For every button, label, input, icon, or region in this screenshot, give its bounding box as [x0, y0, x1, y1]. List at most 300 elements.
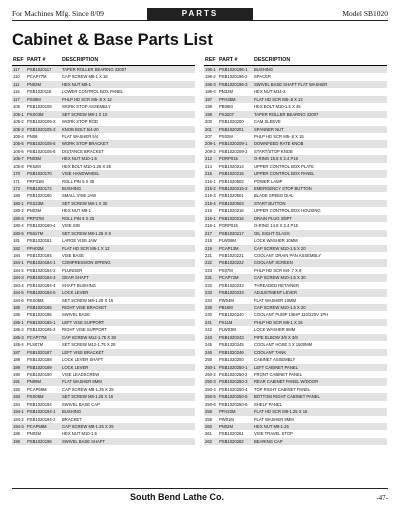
table-row [204, 311, 387, 318]
ref-cell: 194 [13, 401, 20, 407]
ref-cell: 221 [205, 252, 212, 258]
ref-cell: 242 [205, 327, 212, 333]
ref-cell: 105-8 [13, 163, 24, 169]
table-row [204, 178, 387, 185]
ref-cell: 216 [205, 208, 212, 214]
table-row [204, 148, 387, 155]
table-row [204, 297, 387, 304]
part-number-cell: PSB1020105-2 [27, 119, 56, 125]
ref-cell: 184-1 [13, 260, 24, 266]
part-number-cell: PS07M [219, 267, 233, 273]
table-row [12, 111, 195, 118]
description-cell: FLAT HD SCR M5-.8 X 12 [254, 96, 303, 102]
part-number-cell: PSB1020261 [219, 431, 244, 437]
description-cell: SWIVEL BASE SHAFT FLAT WASHER [254, 81, 328, 87]
table-row [204, 378, 387, 385]
ref-cell: 115 [13, 89, 20, 95]
part-number-cell: PSB1020196 [27, 438, 52, 444]
description-cell: CAP SCREW M10-1.5 X 20 [254, 245, 306, 251]
description-cell: UPPER CONTROL BOX PLATE [254, 163, 315, 169]
description-cell: COOLANT TANK [254, 349, 287, 355]
part-number-cell: PSB1020188 [27, 357, 52, 363]
header-model: Model SB1020 [342, 9, 388, 18]
description-cell: O-RING 14.8 X 2.4 P15 [254, 223, 298, 229]
ref-cell: 184 [13, 252, 20, 258]
table-row [204, 326, 387, 333]
table-row [204, 230, 387, 237]
part-number-cell: PSB1020216 [219, 208, 244, 214]
ref-cell: 172 [13, 186, 20, 191]
table-row [12, 334, 195, 341]
part-number-cell: PSB1020503 [219, 200, 244, 206]
description-cell: SPACER [254, 74, 271, 80]
part-number-cell: PS02M [219, 133, 233, 139]
description-cell: SET SCREW M8-1.25 X 8 [62, 230, 111, 236]
description-cell: SET SCREW M8-1.25 X 16 [62, 297, 114, 303]
table-row [204, 81, 387, 88]
ref-cell: 105-6 [13, 148, 24, 154]
ref-cell: 241 [205, 319, 212, 325]
ref-cell: 196-3 [205, 81, 216, 87]
description-cell: FLAT WASHER 8MM [62, 379, 102, 385]
table-row [12, 81, 195, 88]
ref-cell: 196-2 [205, 74, 216, 80]
description-cell: SET SCREW M8-1.25 X 16 [62, 394, 114, 400]
table-row [204, 364, 387, 371]
ref-cell: 216-1 [205, 223, 216, 229]
part-number-cell: PSB1020196-2 [219, 74, 248, 80]
table-row [204, 118, 387, 125]
ref-cell: 171 [13, 178, 20, 184]
ref-cell: 185-4 [13, 342, 24, 348]
part-number-cell: PSB1020250-4 [219, 386, 248, 392]
part-number-cell: PSB1020217 [219, 230, 244, 236]
part-number-cell: PN32M [219, 89, 233, 95]
ref-cell: 197 [205, 96, 212, 102]
description-cell: KNOB BOLT 5/4-20 [62, 126, 99, 132]
table-row [204, 289, 387, 296]
part-number-cell: PW01M [219, 416, 234, 422]
ref-cell: 199 [205, 111, 212, 117]
part-number-cell: PSB1020262 [219, 438, 244, 444]
description-cell: LOWER CONTROL BOX PANEL [62, 89, 124, 95]
part-number-cell: PN02M [27, 81, 41, 87]
description-cell: LARGE VISE JAW [62, 238, 97, 244]
table-row [12, 185, 195, 192]
table-row [204, 386, 387, 393]
table-row [12, 386, 195, 393]
description-cell: CAP SCREW M8-1.25 X 25 [62, 424, 114, 429]
description-cell: HEX NUT M10-1.5 [62, 431, 97, 437]
ref-cell: 233 [205, 290, 212, 296]
table-row [12, 341, 195, 348]
table-row [204, 334, 387, 341]
ref-cell: 180-5 [13, 230, 24, 236]
ref-cell: 105-3 [13, 126, 24, 132]
description-cell: FLAT WASHER 8MM [254, 416, 294, 422]
ref-cell: 190 [13, 371, 20, 377]
description-cell: THREADED RETAINER [254, 282, 300, 288]
part-number-cell: PN06 [27, 133, 38, 139]
description-cell: CABINET ASSEMBLY [254, 357, 296, 363]
description-cell: BOTTOM RIGHT CABINET PANEL [254, 394, 320, 400]
part-number-cell: PSB1020240 [219, 312, 244, 318]
description-cell: TAPER ROLLER BEARING 32007 [254, 111, 319, 117]
part-number-cell: PSB1020184-5 [27, 290, 56, 296]
ref-cell: 187 [13, 349, 20, 355]
description-cell: TAPER ROLLER BEARING 32007 [62, 67, 127, 72]
part-number-cell: PN02M [219, 424, 233, 429]
part-number-cell: PSB1020180-4 [27, 223, 56, 229]
table-row [204, 319, 387, 326]
part-number-cell: PSB1020184-4 [27, 282, 56, 288]
table-row [12, 140, 195, 147]
description-cell: LOCK LEVER SHAFT [62, 357, 104, 363]
ref-cell: 212 [205, 156, 212, 162]
ref-cell: 191 [13, 379, 20, 385]
ref-cell: 215-1 [205, 178, 216, 184]
table-row [12, 170, 195, 177]
table-row [204, 282, 387, 289]
description-cell: WORK STOP BRACKET [62, 141, 109, 147]
description-cell: SHAFT BUSHING [62, 282, 96, 288]
part-number-cell: PN09M [27, 379, 41, 385]
page-number: -47- [376, 494, 388, 502]
table-row [204, 371, 387, 378]
ref-cell: 180 [13, 193, 20, 199]
part-number-cell: PSB1020209-2 [219, 148, 248, 154]
ref-cell: 185 [13, 312, 20, 318]
part-number-cell: PCAP77M [27, 334, 47, 340]
description-cell: COOLANT PUMP 1/8HP 110/220V 1PH [254, 312, 329, 318]
part-number-cell: PSB1020180 [27, 193, 52, 199]
ref-cell: 193 [13, 394, 20, 400]
table-row [204, 259, 387, 266]
table-row [12, 378, 195, 385]
description-cell: DISTANCE BRACKET [62, 148, 104, 154]
parts-table-right [204, 56, 387, 445]
part-number-cell: PSS06M [27, 297, 44, 303]
part-number-cell: PFH22M [219, 409, 236, 415]
table-row [12, 297, 195, 304]
part-number-cell: PSB1020117 [27, 67, 52, 72]
ref-cell: 184-4 [13, 282, 24, 288]
ref-cell: 184-5 [13, 290, 24, 296]
ref-cell: 215-4 [205, 200, 216, 206]
part-number-cell: PSB1020215-2 [219, 186, 248, 191]
ref-cell: 201 [205, 126, 212, 132]
table-row [204, 133, 387, 140]
table-row [204, 103, 387, 110]
description-cell: PHLP HD SCR M5-.8 X 15 [254, 133, 304, 139]
table-row [12, 311, 195, 318]
description-cell: WORK STOP ROD [62, 119, 98, 125]
description-cell: ROLL PIN 6 X 25 [62, 215, 95, 221]
ref-cell: 105-2 [13, 119, 24, 125]
ref-cell: 189 [13, 364, 20, 370]
part-number-cell: PS09M [27, 96, 41, 102]
table-row [204, 252, 387, 259]
part-number-cell: PSB1020196-3 [219, 81, 248, 87]
ref-cell: 234 [205, 297, 212, 303]
description-cell: O-RING 15.8 X 2.4 P16 [254, 156, 298, 162]
ref-cell: 262 [205, 438, 212, 444]
part-number-cell: PSB1020194-2 [27, 416, 56, 422]
table-row [12, 282, 195, 289]
description-cell: LEFT VISE SUPPORT [62, 319, 105, 325]
description-cell: SET SCREW M8-1 X 30 [62, 200, 108, 206]
table-row [204, 393, 387, 400]
description-cell: SET SCREW M8-1 X 10 [62, 111, 108, 117]
table-row [204, 200, 387, 207]
ref-cell: 110 [13, 74, 20, 80]
ref-cell: 250-1 [205, 364, 216, 370]
ref-cell: 185-1 [13, 319, 24, 325]
part-number-cell: PSB1020221 [219, 252, 244, 258]
ref-cell: 250 [205, 357, 212, 363]
description-cell: RIGHT VISE SUPPORT [62, 327, 107, 333]
ref-cell: 259 [205, 416, 212, 422]
description-cell: BUSHING [62, 186, 82, 191]
part-number-cell: PSB1020105-5 [27, 141, 56, 147]
table-row [12, 430, 195, 437]
part-number-cell: PRP37M [27, 215, 44, 221]
ref-cell: 196-1 [205, 67, 216, 72]
ref-cell: 250-6 [205, 401, 216, 407]
ref-cell: 198 [205, 104, 212, 110]
ref-cell: 216-1 [205, 215, 216, 221]
part-number-cell: PN03M [27, 208, 41, 214]
table-row [12, 163, 195, 170]
table-row [204, 185, 387, 192]
table-row [12, 73, 195, 80]
table-row [204, 170, 387, 177]
ref-cell: 240 [205, 312, 212, 318]
description-cell: COMPRESSION SPRING [62, 260, 111, 266]
table-row [204, 341, 387, 348]
description-cell: UPPER CONTROL BOX PANEL [254, 171, 315, 177]
description-cell: SWIVEL BASE SHAFT [62, 438, 105, 444]
part-number-cell: PSB1020501 [219, 193, 244, 199]
ref-cell: 223 [205, 267, 212, 273]
table-row [12, 364, 195, 371]
part-number-cell: PSB1020250-5 [219, 394, 248, 400]
ref-cell: 180-4 [13, 223, 24, 229]
ref-cell: 185 [13, 305, 20, 310]
ref-cell: 218 [205, 238, 212, 244]
description-cell: FLAT HD SCR M8-1.25 X 16 [254, 409, 308, 415]
part-number-cell: PSB1020250-2 [219, 371, 248, 377]
description-cell: LEFT VISE BRACKET [62, 349, 104, 355]
table-row [204, 438, 387, 445]
description-cell: FRONT CABINET PANEL [254, 371, 303, 377]
part-number-cell: PSB1020181 [27, 238, 52, 244]
part-number-cell: PSS03M [27, 111, 44, 117]
description-cell: PIPE ELBOW 3/8 X 3/8 [254, 334, 298, 340]
description-cell: DRAIN PLUG 3/8PT [254, 215, 292, 221]
table-row [12, 126, 195, 133]
description-cell: HEX NUT M8-1 [62, 81, 92, 87]
header-left: For Machines Mfg. Since 8/09 [12, 9, 104, 18]
description-cell: VISE BASE [62, 252, 84, 258]
table-row [204, 126, 387, 133]
description-cell: BUSHING [254, 67, 274, 72]
part-number-cell: PFH35M [219, 96, 236, 102]
table-row [12, 237, 195, 244]
description-cell: VISE LEADSCREW [62, 371, 100, 377]
description-cell: LOCK WASHER 6MM [254, 327, 296, 333]
ref-cell: 105-7 [13, 156, 24, 162]
part-number-cell: PSB1020185 [27, 305, 52, 310]
part-number-cell: PSS06M [27, 394, 44, 400]
part-number-cell: PSB1020502 [219, 178, 244, 184]
description-cell: FLAT WASHER 10MM [254, 297, 297, 303]
part-number-cell: PSB1020200 [219, 119, 244, 125]
description-cell: SMALL VISE JAW [62, 193, 97, 199]
description-cell: BLADE SPEED DIAL [254, 193, 294, 199]
part-number-cell: PLW03M [219, 327, 236, 333]
table-row [204, 416, 387, 423]
ref-cell: 196 [13, 438, 20, 444]
description-cell: SPANNER NUT [254, 126, 284, 132]
part-number-cell: PSB1020245 [219, 342, 244, 348]
table-row [204, 66, 387, 73]
part-number-cell: PS617M [27, 230, 44, 236]
table-row [12, 222, 195, 229]
description-cell: PLUNGER [62, 267, 83, 273]
table-row [12, 289, 195, 296]
ref-cell: 209-2 [205, 148, 216, 154]
description-cell: FLAT WASHER 5/4 [62, 133, 99, 139]
table-row [12, 66, 195, 73]
part-number-cell: PSB1020194-1 [27, 409, 56, 415]
ref-cell: 180-1 [13, 200, 24, 206]
ref-cell: 236 [205, 305, 212, 310]
part-number-cell: PN03M [27, 156, 41, 162]
description-cell: HEX NUT M8-1 [62, 208, 92, 214]
table-row [12, 192, 195, 199]
description-cell: REAR CABINET PANEL W/DOOR [254, 379, 319, 385]
description-cell: ROLL PIN 5 X 35 [62, 178, 95, 184]
part-number-cell: PSB1020222 [219, 260, 244, 266]
ref-cell: 250-5 [205, 394, 216, 400]
description-cell: GEAR SHAFT [62, 275, 89, 281]
part-number-cell: PCAP58M [27, 424, 47, 429]
ref-cell: 184-2 [13, 267, 24, 273]
description-cell: BUSHING [62, 409, 82, 415]
table-row [204, 73, 387, 80]
ref-cell: 219 [205, 245, 212, 251]
description-cell: RIGHT VISE BRACKET [62, 305, 107, 310]
part-number-cell: PK52M [27, 163, 41, 169]
description-cell: CAP SCREW M10-1.5 X 20 [254, 305, 306, 310]
part-number-cell: PCAP58M [27, 386, 47, 392]
ref-cell: 200 [205, 119, 212, 125]
description-cell: OIL SIGHT GLASS [254, 230, 290, 236]
col-part-header: PART # [219, 57, 238, 63]
table-row [12, 393, 195, 400]
ref-cell: 192 [13, 386, 20, 392]
part-number-cell: PCAP77M [27, 74, 47, 80]
table-row [12, 88, 195, 95]
ref-cell: 181 [13, 238, 20, 244]
part-number-cell: PORP015 [219, 223, 238, 229]
table-row [12, 133, 195, 140]
table-row [204, 349, 387, 356]
ref-cell: 170 [13, 171, 20, 177]
header-divider [12, 20, 388, 21]
part-number-cell: PB16M [219, 305, 233, 310]
description-cell: PHLP HD SCR M5-.8 X 12 [62, 96, 112, 102]
description-cell: START BUTTON [254, 200, 286, 206]
ref-cell: 184-3 [13, 275, 24, 281]
ref-cell: 222 [205, 260, 212, 266]
part-number-cell: PSB1020209-1 [219, 141, 248, 147]
table-row [12, 252, 195, 259]
part-number-cell: PSB1020105-6 [27, 148, 56, 154]
description-cell: CAP SCREW M10-1.5 X 30 [254, 275, 306, 281]
ref-cell: 250-4 [205, 386, 216, 392]
description-cell: CAP SCREW M12-1.75 X 30 [62, 334, 116, 340]
ref-cell: 184-6 [13, 297, 24, 303]
table-row [12, 118, 195, 125]
table-row [12, 401, 195, 408]
part-number-cell: PCAP72M [219, 275, 239, 281]
description-cell: PHLP HD SCR M6-1 X 16 [254, 319, 303, 325]
ref-cell: 188 [13, 357, 20, 363]
part-number-cell: PSB1020196-1 [219, 67, 248, 72]
ref-cell: 260 [205, 424, 212, 429]
table-row [204, 408, 387, 415]
part-number-cell: PCAP13M [219, 245, 239, 251]
ref-cell: 185-3 [13, 334, 24, 340]
description-cell: TOP RIGHT CABINET PANEL [254, 386, 311, 392]
table-row [204, 215, 387, 222]
ref-cell: 217 [205, 230, 212, 236]
table-header [12, 56, 195, 66]
table-row [12, 245, 195, 252]
table-row [204, 222, 387, 229]
table-row [12, 319, 195, 326]
col-ref-header: REF [205, 57, 216, 63]
part-number-cell: PSB1020250 [219, 357, 244, 363]
footer-divider [12, 488, 388, 489]
part-number-cell: PLS07M [27, 342, 44, 348]
part-number-cell: PN02M [27, 431, 41, 437]
description-cell: HEX BOLT M10-1.25 X 25 [62, 163, 111, 169]
ref-cell: 105 [13, 104, 20, 110]
ref-cell: 261 [205, 431, 212, 437]
description-cell: BRACKET [62, 416, 82, 422]
description-cell: LOCK WASHER 10MM [254, 238, 298, 244]
ref-cell: 246 [205, 349, 212, 355]
table-row [12, 155, 195, 162]
part-number-cell: PSB1020105-3 [27, 126, 56, 132]
table-row [204, 88, 387, 95]
table-row [204, 245, 387, 252]
table-row [204, 304, 387, 311]
description-cell: CAP SCREW M8-1.25 X 25 [62, 386, 114, 392]
description-cell: FLAT HD SCR M6-1 X 12 [62, 245, 110, 251]
description-cell: VISE TRAVEL STOP [254, 431, 293, 437]
ref-cell: 245 [205, 342, 212, 348]
part-number-cell: PB08M [219, 104, 233, 110]
part-number-cell: PSB1020186 [27, 312, 52, 318]
table-row [204, 163, 387, 170]
description-cell: UPPER CONTROL BOX HOUSING [254, 208, 321, 214]
table-header [204, 56, 387, 66]
part-number-cell: PSB1020194 [27, 401, 52, 407]
